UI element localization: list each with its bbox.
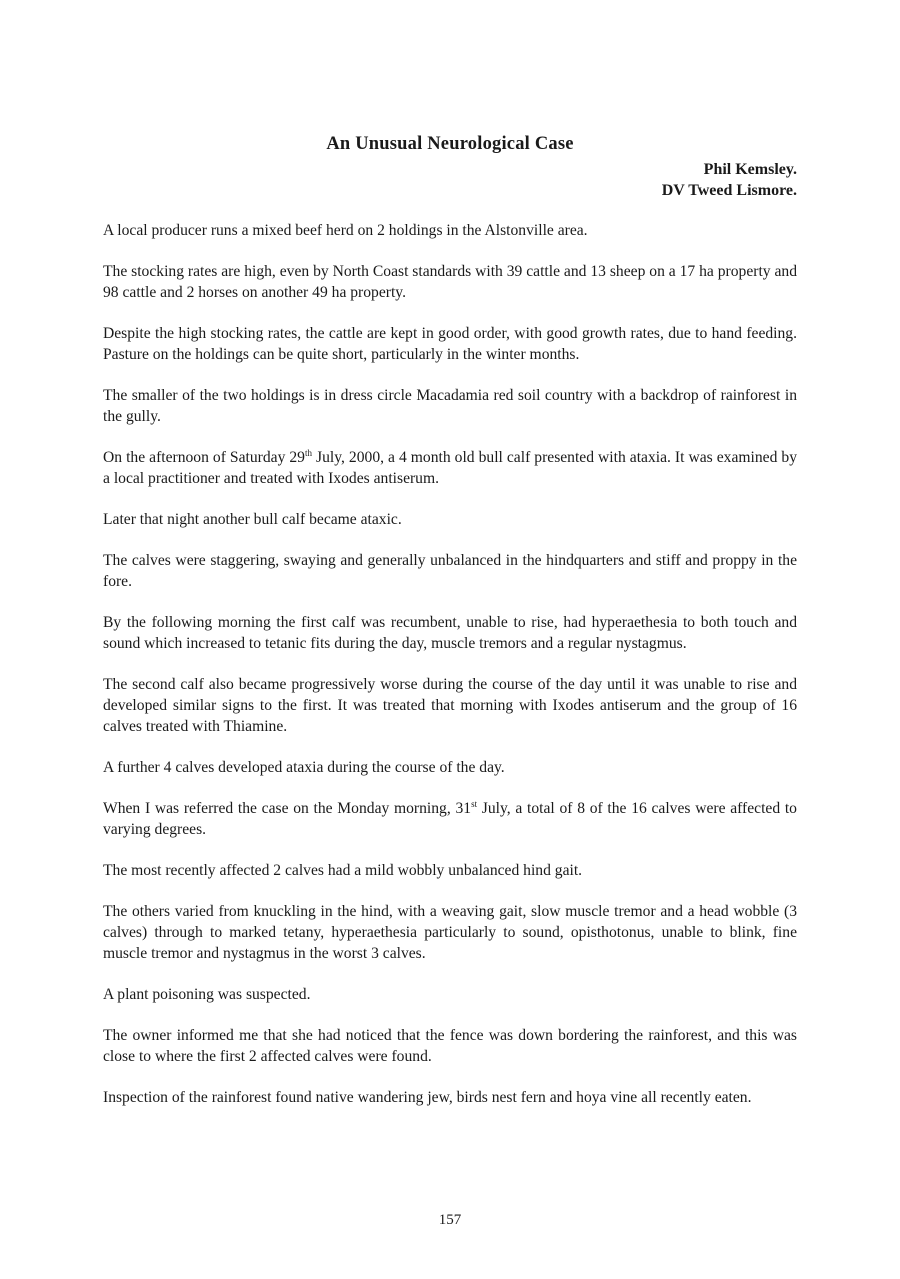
paragraph: The second calf also became progressively worse during the course of the day until it was unable to rise and developed similar signs to the first. It was treated that morning with Ixodes antiserum and the group of 16 calves treated with Thiamine.: [103, 676, 797, 735]
paragraph-text: On the afternoon of Saturday 29: [103, 449, 305, 466]
article-body: [103, 220, 797, 1128]
paragraph: The most recently affected 2 calves had a mild wobbly unbalanced hind gait.: [103, 862, 583, 879]
paragraph: [103, 798, 797, 840]
paragraph: Inspection of the rainforest found native wandering jew, birds nest fern and hoya vine all recently eaten.: [103, 1089, 752, 1106]
paragraph-text: July, a total of 8 of the 16 calves were affected to varying degrees.: [103, 800, 797, 838]
article-title: An Unusual Neurological Case: [326, 134, 574, 154]
author-block: [662, 159, 797, 201]
author-position: DV Tweed Lismore.: [661, 182, 797, 199]
paragraph: The owner informed me that she had noticed that the fence was down bordering the rainforest, and this was close to where the first 2 affected calves were found.: [103, 1027, 797, 1065]
paragraph: Later that night another bull calf became ataxic.: [103, 511, 402, 528]
paragraph: The stocking rates are high, even by North Coast standards with 39 cattle and 13 sheep on a 17 ha property and 98 cattle and 2 horses on another 49 ha property.: [103, 263, 797, 301]
paragraph: A local producer runs a mixed beef herd on 2 holdings in the Alstonville area.: [103, 222, 588, 239]
ordinal-suffix: th: [304, 447, 312, 458]
paragraph-text: July, 2000, a 4 month old bull calf presented with ataxia. It was examined by a local practitioner and treated with Ixodes antiserum.: [103, 449, 797, 487]
paragraph: Despite the high stocking rates, the cattle are kept in good order, with good growth rates, due to hand feeding. Pasture on the holdings can be quite short, particularly in the winter months.: [103, 325, 797, 363]
paragraph: The calves were staggering, swaying and generally unbalanced in the hindquarters and stiff and proppy in the fore.: [103, 552, 797, 590]
page-number: 157: [438, 1212, 462, 1228]
paragraph: [103, 447, 797, 489]
paragraph: By the following morning the first calf was recumbent, unable to rise, had hyperaethesia to both touch and sound which increased to tetanic fits during the day, muscle tremors and a regular nystagmus.: [103, 614, 797, 652]
paragraph: A further 4 calves developed ataxia during the course of the day.: [103, 759, 505, 776]
ordinal-suffix: st: [471, 798, 478, 809]
paragraph: A plant poisoning was suspected.: [103, 986, 311, 1003]
paragraph-text: When I was referred the case on the Monday morning, 31: [103, 800, 472, 817]
paragraph: The others varied from knuckling in the hind, with a weaving gait, slow muscle tremor and a head wobble (3 calves) through to marked tetany, hyperaethesia particularly to sound, opisthotonus, unable to blink, fine muscle tremor and nystagmus in the worst 3 calves.: [103, 903, 797, 962]
paragraph: The smaller of the two holdings is in dress circle Macadamia red soil country with a backdrop of rainforest in the gully.: [103, 387, 797, 425]
author-name: Phil Kemsley.: [703, 161, 797, 178]
